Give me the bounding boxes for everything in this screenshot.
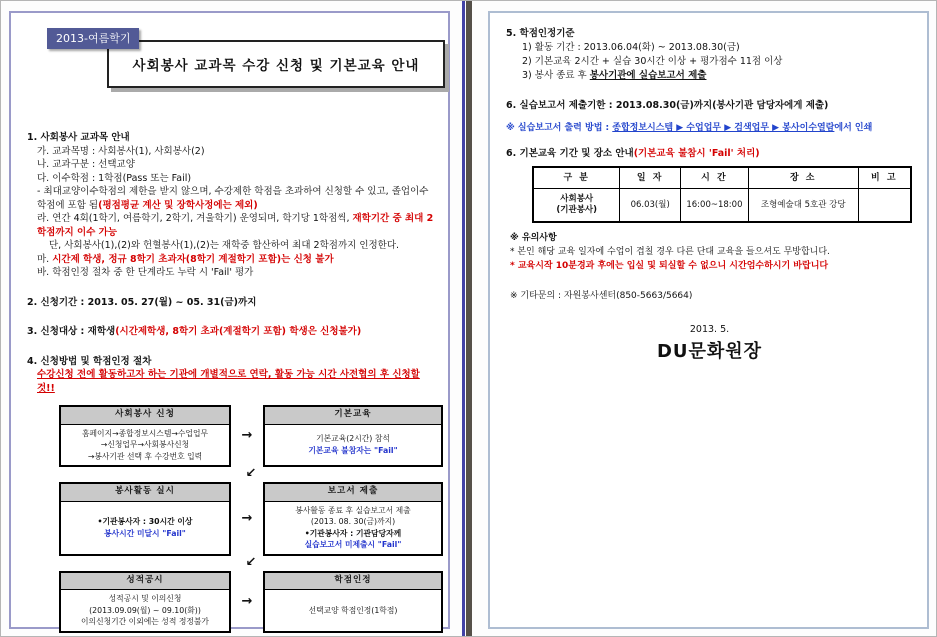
section-3-red-text: (시간제학생, 8학기 초과(계절학기 포함) 학생은 신청불가): [115, 326, 362, 337]
arrow-right-icon: →: [241, 511, 253, 526]
section-5-item-1: 1) 활동 기간 : 2013.06.04(화) ~ 2013.08.30(금): [522, 42, 740, 53]
section-6b-heading: [506, 147, 913, 161]
section-1-item-ba: 바. 학점인정 절차 중 한 단계라도 누락 시 'Fail' 평가: [37, 267, 254, 278]
print-method-note: [506, 121, 913, 135]
page-left: [9, 11, 450, 629]
flow-activity-fail-line: 봉사시간 미달시 "Fail": [104, 528, 186, 538]
arrow-diagonal-icon: ↙: [245, 554, 257, 570]
flow-box-education-title: 기본교육: [265, 407, 441, 425]
section-3-text: 3. 신청대상 : 재학생: [27, 326, 116, 337]
section-6a-heading: 6. 실습보고서 제출기한 : 2013.08.30(금)까지(봉사기관 담당자에게 제출): [506, 100, 829, 111]
cell-category-line1: 사회봉사: [560, 194, 594, 204]
print-note-label: ※ 실습보고서 출력 방법 :: [506, 123, 613, 133]
flow-education-fail-line: 기본교육 불참자는 "Fail": [308, 445, 398, 455]
section-5-item-3-text: 3) 봉사 종료 후: [522, 70, 590, 81]
education-schedule-table: [532, 166, 912, 223]
left-page-content: [27, 131, 434, 633]
flow-activity-line: •기관봉사자 : 30시간 이상: [97, 517, 193, 526]
ma-label: 마.: [37, 253, 53, 265]
section-4-warning: 수강신청 전에 활동하고자 하는 기관에 개별적으로 연락, 활동 가능 시간 사전협의 후 신청할 것!!: [37, 369, 420, 394]
section-1-item-da: 다. 이수학점 : 1학점(Pass 또는 Fail): [37, 172, 192, 184]
arrow-right-icon: →: [241, 428, 253, 444]
page-right: [488, 11, 929, 629]
semester-badge: 2013-여름학기: [47, 28, 139, 49]
flow-box-report: [263, 482, 443, 556]
cell-date: 06.03(월): [620, 189, 680, 223]
flow-box-grade-announce-title: 성적공시: [61, 573, 229, 591]
cell-place: 조형예술대 5호관 강당: [748, 189, 858, 223]
page-divider: [466, 1, 472, 637]
flow-box-credit-title: 학점인정: [265, 573, 441, 591]
da-note-text: - 최대교양이수학점의 제한을 받지 않으며, 수강제한 학점을 초과하여 신청할 수 있고, 졸업이수 학점에 포함 됨: [37, 186, 429, 211]
section-1-item-ma: [37, 253, 434, 267]
flow-box-activity: [59, 482, 231, 556]
section-6b-red-text: (기본교육 불참시 'Fail' 처리): [633, 148, 760, 159]
ma-red-text: 시간제 학생, 정규 8학기 초과자(8학기 계절학기 포함)는 신청 불가: [52, 253, 334, 265]
table-header-category: 구 분: [533, 167, 620, 189]
ra-text: 라. 연간 4회(1학기, 여름학기, 2학기, 겨울학기) 운영되며, 학기당 1학점씩,: [37, 213, 353, 224]
table-row: [533, 189, 911, 223]
section-5-item-3: [522, 69, 913, 83]
section-1-item-ra: [37, 212, 434, 239]
table-header-time: 시 간: [680, 167, 748, 189]
document-title: 사회봉사 교과목 수강 신청 및 기본교육 안내: [107, 40, 445, 88]
flow-report-line: •기관봉사자 : 기관담당자께: [304, 528, 402, 538]
flow-box-grade-announce: [59, 571, 231, 633]
document-date: 2013. 5.: [689, 324, 730, 335]
section-5-item-3-underline: 봉사기관에 실습보고서 제출: [589, 70, 707, 81]
flow-box-education: [263, 405, 443, 467]
signature: DU문화원장: [656, 341, 763, 362]
notes-item-2: * 교육시작 10분경과 후에는 입실 및 퇴실할 수 없으니 시간엄수하시기 바랍니다: [510, 261, 829, 271]
section-2-heading: 2. 신청기간 : 2013. 05. 27(월) ~ 05. 31(금)까지: [27, 296, 257, 308]
notes-heading: ※ 유의사항: [510, 233, 557, 243]
cell-time: 16:00~18:00: [680, 189, 748, 223]
flow-credit-line: 선택교양 학점인정(1학점): [308, 605, 398, 615]
flow-box-report-title: 보고서 제출: [265, 484, 441, 502]
flow-box-apply-title: 사회봉사 신청: [61, 407, 229, 425]
flow-apply-line: →신청업무→사회봉사신청: [100, 440, 190, 449]
section-6b-text: 6. 기본교육 기간 및 장소 안내: [506, 148, 634, 159]
right-page-content: [506, 27, 913, 362]
flow-apply-line: →봉사기관 선택 후 수강번호 입력: [87, 451, 203, 461]
cell-category: [533, 189, 620, 223]
section-1-item-dan: 단, 사회봉사(1),(2)와 헌혈봉사(1),(2)는 재학중 합산하여 최대 2학점까지 인정한다.: [49, 240, 400, 251]
arrow-diagonal-icon: ↙: [245, 466, 257, 481]
table-header-note: 비 고: [858, 167, 911, 189]
section-1-item-da-note: [37, 185, 434, 212]
print-note-path: 종합정보시스템 ▶ 수업업무 ▶ 검색업무 ▶ 봉사이수열람: [612, 123, 835, 133]
flow-box-credit: [263, 571, 443, 633]
section-1-item-na: 나. 교과구분 : 선택교양: [37, 159, 135, 170]
notes-item-1: * 본인 해당 교육 일자에 수업이 겹칠 경우 다른 단대 교육을 들으셔도 무방합니다.: [510, 247, 830, 257]
ra-red-text: 재학기간 중 최대 2학점까지 이수 가능: [37, 213, 434, 238]
da-note-red-text: (평점평균 계산 및 장학사정에는 제외): [98, 199, 258, 211]
flow-education-line: 기본교육(2시간) 참석: [316, 434, 390, 444]
section-1-heading: 1. 사회봉사 교과목 안내: [27, 132, 130, 143]
flow-report-line: (2013. 08. 30(금)까지): [310, 517, 396, 526]
page-divider: [462, 1, 465, 637]
arrow-right-icon: →: [241, 593, 253, 609]
contact-info: ※ 기타문의 : 자원봉사센터(850-5663/5664): [510, 291, 693, 301]
cell-category-line2: (기관봉사): [556, 205, 598, 215]
flow-grade-line: (2013.09.09(월) ~ 09.10(화)): [89, 605, 201, 615]
section-5-heading: 5. 학점인정기준: [506, 28, 575, 39]
flow-apply-line: 홈페이지→종합정보시스템→수업업무: [81, 428, 209, 438]
section-4-heading: 4. 신청방법 및 학점인정 절차: [27, 355, 152, 367]
flow-report-fail-line: 실습보고서 미제출시 "Fail": [304, 540, 402, 549]
table-header-row: [533, 167, 911, 189]
section-5-item-2: 2) 기본교육 2시간 + 실습 30시간 이상 + 평가점수 11점 이상: [522, 56, 783, 67]
flow-grade-line: 성적공시 및 이의신청: [108, 594, 182, 603]
section-1-item-ga: 가. 교과목명 : 사회봉사(1), 사회봉사(2): [37, 145, 205, 157]
table-header-place: 장 소: [748, 167, 858, 189]
application-flowchart: [59, 405, 443, 633]
section-3-heading: [27, 325, 434, 339]
flow-grade-line: 이의신청기간 이외에는 성적 정정불가: [81, 617, 209, 626]
flow-box-apply: [59, 405, 231, 467]
flow-report-line: 봉사활동 종료 후 실습보고서 제출: [295, 505, 411, 515]
print-note-tail: 에서 인쇄: [834, 123, 873, 133]
table-header-date: 일 자: [620, 167, 680, 189]
cell-note: [858, 189, 911, 223]
flow-box-activity-title: 봉사활동 실시: [61, 484, 229, 502]
